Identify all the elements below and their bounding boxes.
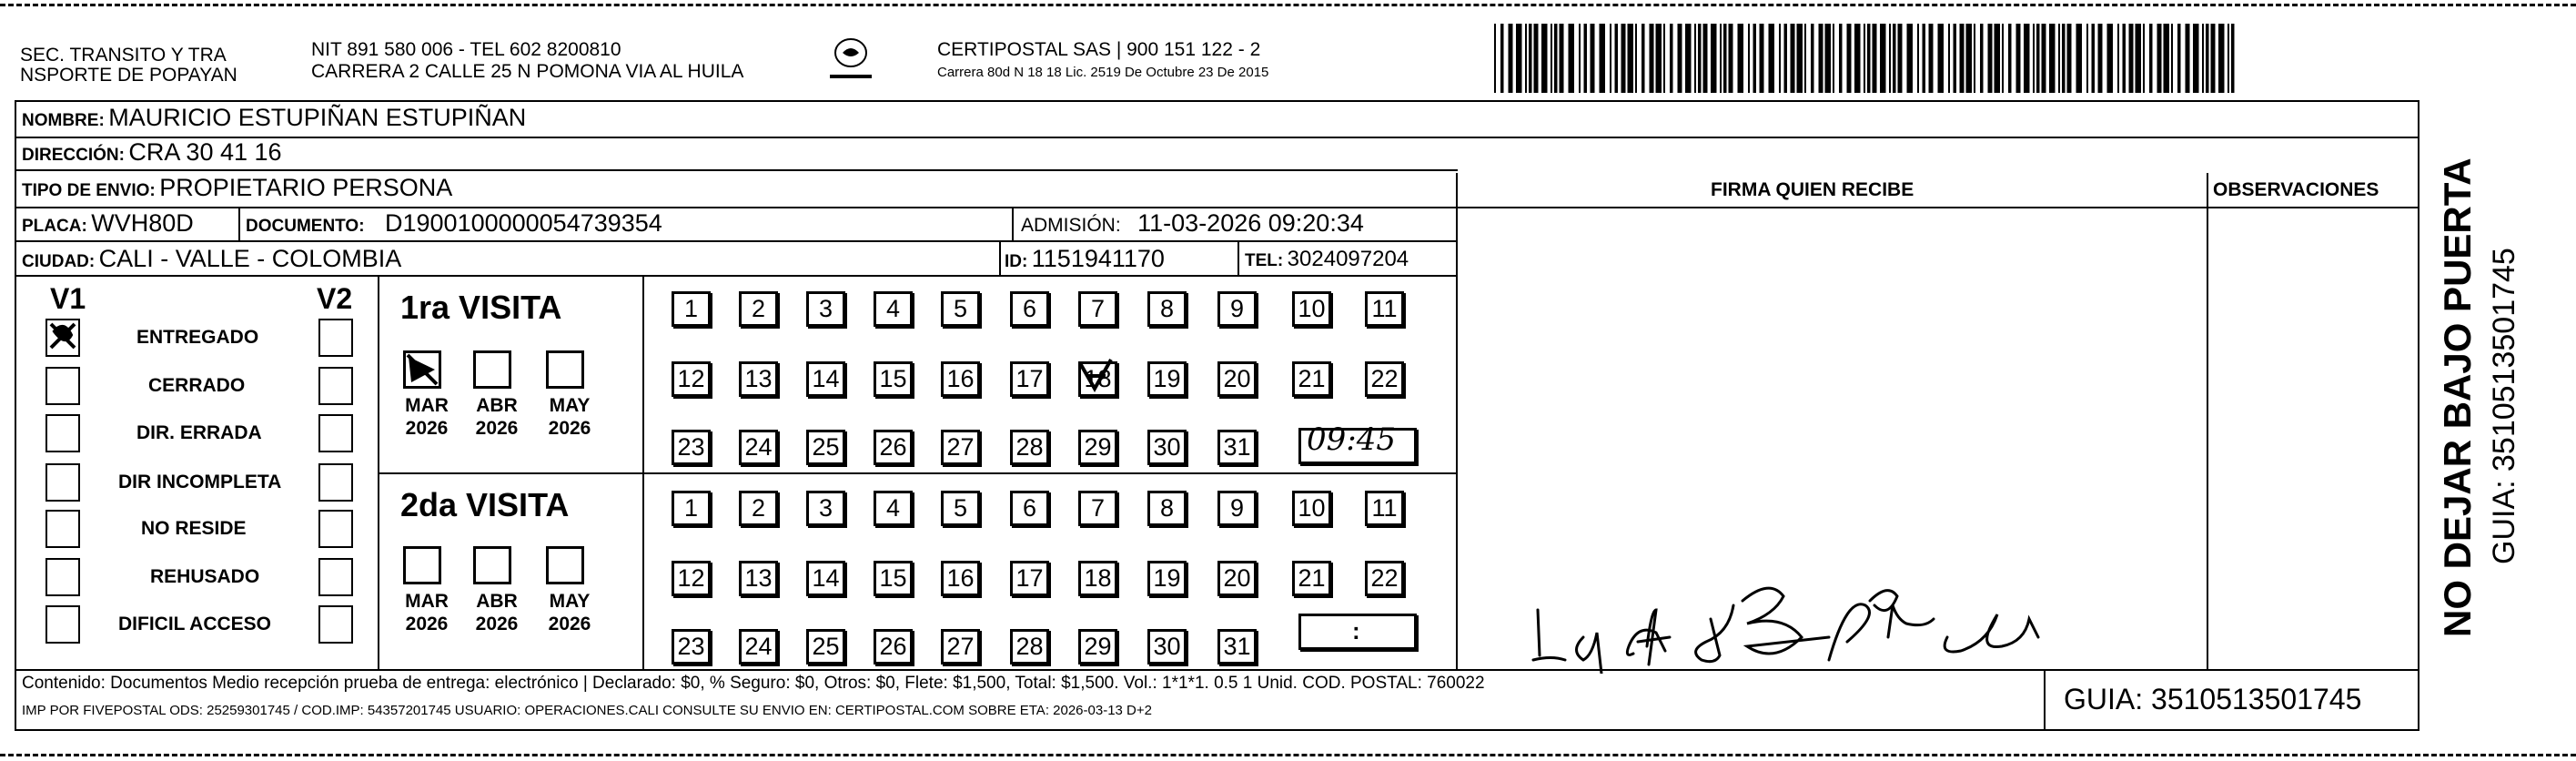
ciudad-value: CALI - VALLE - COLOMBIA — [98, 245, 402, 272]
first-visit-day-4[interactable]: 4 — [874, 291, 913, 327]
first-visit-day-15[interactable]: 15 — [874, 361, 913, 397]
sender-line-2: NSPORTE DE POPAYAN — [20, 65, 237, 86]
status-v1-checkbox[interactable] — [45, 605, 80, 644]
second-visit-day-17[interactable]: 17 — [1010, 561, 1049, 596]
barcode-bar — [1873, 24, 1877, 93]
second-visit-day-8[interactable]: 8 — [1147, 491, 1187, 526]
second-visit-day-11[interactable]: 11 — [1365, 491, 1404, 526]
barcode-bar — [1591, 24, 1595, 93]
second-visit-month-checkbox-may[interactable] — [546, 546, 584, 584]
status-v2-checkbox[interactable] — [318, 367, 353, 405]
first-visit-title: 1ra VISITA — [400, 289, 562, 326]
first-visit-day-13[interactable]: 13 — [739, 361, 778, 397]
second-visit-day-27[interactable]: 27 — [941, 629, 980, 665]
barcode-bar — [1621, 24, 1626, 93]
first-visit-day-28[interactable]: 28 — [1010, 430, 1049, 465]
first-visit-day-7[interactable]: 7 — [1078, 291, 1117, 327]
first-visit-day-6[interactable]: 6 — [1010, 291, 1049, 327]
second-visit-day-24[interactable]: 24 — [739, 629, 778, 665]
barcode-bar — [2186, 24, 2190, 93]
barcode-bar — [1988, 24, 1993, 93]
first-visit-day-2[interactable]: 2 — [739, 291, 778, 327]
status-label: CERRADO — [148, 375, 246, 396]
barcode-bar — [1748, 24, 1750, 93]
barcode-bar — [2129, 24, 2134, 93]
barcode-bar — [1720, 24, 1722, 93]
barcode-bar — [2218, 24, 2225, 93]
first-visit-day-16[interactable]: 16 — [941, 361, 980, 397]
barcode-bar — [1610, 24, 1611, 93]
time-colon: : — [1352, 617, 1360, 644]
direccion-label: DIRECCIÓN: — [22, 146, 125, 165]
barcode-bar — [1509, 24, 1513, 93]
status-v2-checkbox[interactable] — [318, 510, 353, 548]
bottom-cut-line — [0, 754, 2576, 756]
second-visit-day-15[interactable]: 15 — [874, 561, 913, 596]
observaciones-header: OBSERVACIONES — [2213, 179, 2379, 200]
barcode-bar — [1579, 24, 1581, 93]
tel-row — [1245, 249, 1409, 270]
barcode-bar — [2036, 24, 2040, 93]
second-visit-day-16[interactable]: 16 — [941, 561, 980, 596]
id-label: ID: — [1005, 252, 1028, 271]
firma-header: FIRMA QUIEN RECIBE — [1711, 179, 1914, 200]
second-visit-month-checkbox-abr[interactable] — [473, 546, 511, 584]
barcode-bar — [1889, 24, 1891, 93]
admision-label: ADMISIÓN: — [1021, 215, 1121, 236]
barcode-bar — [1628, 24, 1634, 93]
direccion-row — [22, 140, 282, 165]
nombre-row — [22, 106, 526, 130]
barcode-bar — [1867, 24, 1871, 93]
placa-row — [22, 211, 194, 236]
first-visit-day-20[interactable]: 20 — [1217, 361, 1257, 397]
barcode-bar — [1723, 24, 1727, 93]
barcode-bar — [1974, 24, 1975, 93]
barcode-bar — [2123, 24, 2126, 93]
side-warning: NO DEJAR BAJO PUERTA — [2436, 157, 2479, 637]
barcode-bar — [1966, 24, 1973, 93]
status-v1-checkbox[interactable] — [45, 319, 80, 357]
second-visit-day-23[interactable]: 23 — [672, 629, 711, 665]
first-visit-day-25[interactable]: 25 — [806, 430, 845, 465]
barcode-bar — [2086, 24, 2088, 93]
barcode-bar — [2016, 24, 2021, 93]
second-visit-day-5[interactable]: 5 — [941, 491, 980, 526]
first-visit-day-1[interactable]: 1 — [672, 291, 711, 327]
barcode-bar — [2107, 24, 2114, 93]
side-guia: GUIA: 3510513501745 — [2487, 248, 2521, 564]
first-visit-day-30[interactable]: 30 — [1147, 430, 1187, 465]
first-visit-day-10[interactable]: 10 — [1292, 291, 1331, 327]
first-visit-day-18[interactable]: 18 — [1078, 361, 1117, 397]
barcode-bar — [1980, 24, 1984, 93]
barcode-bar — [2049, 24, 2056, 93]
year-label: 2026 — [475, 614, 519, 634]
barcode-bar — [1923, 24, 1926, 93]
barcode-bar — [1960, 24, 1965, 93]
barcode-bar — [1678, 24, 1682, 93]
tel-value: 3024097204 — [1287, 247, 1409, 271]
time-handwritten: 09:45 — [1307, 421, 1396, 458]
barcode-bar — [1729, 24, 1733, 93]
status-v2-checkbox[interactable] — [318, 558, 353, 596]
barcode-bar — [2076, 24, 2083, 93]
barcode-bar — [2092, 24, 2096, 93]
status-v1-checkbox[interactable] — [45, 414, 80, 452]
barcode-bar — [1656, 24, 1662, 93]
top-cut-line — [0, 4, 2576, 6]
status-label: DIFICIL ACCESO — [118, 614, 272, 634]
barcode-bar — [1854, 24, 1861, 93]
barcode-bar — [1948, 24, 1950, 93]
status-v2-checkbox[interactable] — [318, 414, 353, 452]
placa-value: WVH80D — [91, 209, 194, 237]
second-visit-day-12[interactable]: 12 — [672, 561, 711, 596]
placa-label: PLACA: — [22, 217, 87, 236]
barcode-bar — [1833, 24, 1834, 93]
status-label: ENTREGADO — [136, 327, 259, 348]
year-label: 2026 — [475, 418, 519, 439]
barcode-bar — [2024, 24, 2030, 93]
status-v2-checkbox[interactable] — [318, 605, 353, 644]
documento-row — [246, 211, 662, 236]
first-visit-month-checkbox-mar[interactable] — [403, 350, 441, 389]
second-visit-day-29[interactable]: 29 — [1078, 629, 1117, 665]
first-visit-day-8[interactable]: 8 — [1147, 291, 1187, 327]
barcode-bar — [2202, 24, 2204, 93]
barcode-bar — [1769, 24, 1775, 93]
v2-header: V2 — [317, 282, 353, 315]
barcode-bar — [1534, 24, 1539, 93]
year-label: 2026 — [548, 418, 591, 439]
barcode-bar — [1541, 24, 1548, 93]
ciudad-label: CIUDAD: — [22, 252, 96, 271]
company-line: CERTIPOSTAL SAS | 900 151 122 - 2 — [937, 39, 1261, 60]
barcode-bar — [2157, 24, 2162, 93]
first-visit-day-17[interactable]: 17 — [1010, 361, 1049, 397]
barcode-bar — [2042, 24, 2046, 93]
barcode-bar — [1650, 24, 1654, 93]
second-visit-month-checkbox-mar[interactable] — [403, 546, 441, 584]
barcode-bar — [1494, 24, 1496, 93]
barcode-bar — [1711, 24, 1717, 93]
second-visit-day-4[interactable]: 4 — [874, 491, 913, 526]
barcode-bar — [1797, 24, 1803, 93]
nombre-label: NOMBRE: — [22, 111, 105, 130]
second-visit-day-28[interactable]: 28 — [1010, 629, 1049, 665]
license-line: Carrera 80d N 18 18 Lic. 2519 De Octubre 23 De 2015 — [937, 65, 1269, 80]
barcode-bar — [2206, 24, 2209, 93]
barcode-bar — [2002, 24, 2004, 93]
barcode-bar — [1685, 24, 1692, 93]
barcode-bar — [1893, 24, 1896, 93]
admision-value: 11-03-2026 09:20:34 — [1137, 209, 1364, 237]
barcode-bar — [2058, 24, 2060, 93]
sender-line-1: SEC. TRANSITO Y TRA — [20, 45, 227, 66]
first-visit-day-26[interactable]: 26 — [874, 430, 913, 465]
month-label: MAR — [405, 591, 449, 612]
barcode-bar — [1663, 24, 1665, 93]
first-visit-day-9[interactable]: 9 — [1217, 291, 1257, 327]
v1-header: V1 — [50, 282, 86, 315]
barcode-bar — [2067, 24, 2072, 93]
tipo-row — [22, 176, 452, 200]
second-visit-day-25[interactable]: 25 — [806, 629, 845, 665]
barcode-bar — [1880, 24, 1886, 93]
status-v1-checkbox[interactable] — [45, 510, 80, 548]
first-visit-day-23[interactable]: 23 — [672, 430, 711, 465]
barcode-bar — [2143, 24, 2145, 93]
second-visit-day-30[interactable]: 30 — [1147, 629, 1187, 665]
second-visit-day-22[interactable]: 22 — [1365, 561, 1404, 596]
barcode-bar — [2227, 24, 2229, 93]
barcode-bar — [1753, 24, 1757, 93]
barcode-bar — [1516, 24, 1522, 93]
first-visit-day-14[interactable]: 14 — [806, 361, 845, 397]
second-visit-day-10[interactable]: 10 — [1292, 491, 1331, 526]
barcode-bar — [1804, 24, 1806, 93]
tel-label: TEL: — [1245, 251, 1284, 270]
barcode-bar — [1635, 24, 1637, 93]
barcode-bar — [1819, 24, 1823, 93]
barcode-bar — [1779, 24, 1781, 93]
barcode-bar — [2177, 24, 2181, 93]
status-label: NO RESIDE — [141, 518, 247, 539]
status-v1-checkbox[interactable] — [45, 558, 80, 596]
status-v1-checkbox[interactable] — [45, 367, 80, 405]
barcode-bar — [1525, 24, 1527, 93]
second-visit-day-31[interactable]: 31 — [1217, 629, 1257, 665]
barcode-bar — [1738, 24, 1744, 93]
barcode-bar — [2136, 24, 2142, 93]
second-visit-day-19[interactable]: 19 — [1147, 561, 1187, 596]
address-line: CARRERA 2 CALLE 25 N POMONA VIA AL HUILA — [311, 61, 744, 82]
tipo-label: TIPO DE ENVIO: — [22, 181, 156, 200]
barcode-bar — [1760, 24, 1764, 93]
barcode-bar — [1600, 24, 1606, 93]
nombre-value: MAURICIO ESTUPIÑAN ESTUPIÑAN — [108, 104, 527, 131]
second-visit-day-26[interactable]: 26 — [874, 629, 913, 665]
month-label: ABR — [476, 591, 518, 612]
barcode-bar — [1938, 24, 1945, 93]
barcode-bar — [1584, 24, 1588, 93]
barcode-bar — [1500, 24, 1504, 93]
id-value: 1151941170 — [1031, 245, 1165, 272]
second-visit-day-14[interactable]: 14 — [806, 561, 845, 596]
barcode-bar — [2164, 24, 2170, 93]
first-visit-day-27[interactable]: 27 — [941, 430, 980, 465]
second-visit-day-13[interactable]: 13 — [739, 561, 778, 596]
barcode-bar — [2149, 24, 2153, 93]
status-label: DIR. ERRADA — [136, 422, 262, 443]
footer-guia: GUIA: 3510513501745 — [2064, 683, 2362, 715]
barcode-bar — [2171, 24, 2173, 93]
first-visit-day-5[interactable]: 5 — [941, 291, 980, 327]
barcode-bar — [1554, 24, 1558, 93]
first-visit-day-12[interactable]: 12 — [672, 361, 711, 397]
barcode-bar — [1995, 24, 2001, 93]
status-v2-checkbox[interactable] — [318, 319, 353, 357]
barcode-bar — [1825, 24, 1832, 93]
barcode-bar — [1703, 24, 1708, 93]
status-label: DIR INCOMPLETA — [118, 472, 282, 492]
barcode-bar — [1929, 24, 1934, 93]
barcode-bar — [2033, 24, 2035, 93]
first-visit-day-31[interactable]: 31 — [1217, 430, 1257, 465]
month-label: ABR — [476, 395, 518, 416]
first-visit-day-24[interactable]: 24 — [739, 430, 778, 465]
barcode-bar — [1569, 24, 1575, 93]
status-label: REHUSADO — [150, 566, 260, 587]
barcode-bar — [1839, 24, 1843, 93]
year-label: 2026 — [548, 614, 591, 634]
tipo-value: PROPIETARIO PERSONA — [159, 174, 453, 201]
barcode-bar — [2211, 24, 2216, 93]
barcode-bar — [1847, 24, 1852, 93]
barcode-bar — [1529, 24, 1532, 93]
barcode-bar — [1898, 24, 1903, 93]
barcode-bar — [1560, 24, 1564, 93]
barcode-bar — [2231, 24, 2235, 93]
ciudad-row — [22, 247, 401, 271]
second-visit-day-2[interactable]: 2 — [739, 491, 778, 526]
documento-label: DOCUMENTO: — [246, 217, 365, 236]
barcode-bar — [1917, 24, 1919, 93]
recipient-signature — [1529, 573, 2166, 674]
barcode-bar — [1864, 24, 1865, 93]
barcode-bar — [1670, 24, 1673, 93]
barcode-bar — [1954, 24, 1957, 93]
month-label: MAY — [549, 591, 591, 612]
second-visit-day-1[interactable]: 1 — [672, 491, 711, 526]
year-label: 2026 — [405, 418, 449, 439]
barcode-bar — [2008, 24, 2012, 93]
status-v1-checkbox[interactable] — [45, 463, 80, 502]
month-label: MAR — [405, 395, 449, 416]
barcode-bar — [1811, 24, 1814, 93]
first-visit-day-19[interactable]: 19 — [1147, 361, 1187, 397]
second-visit-day-18[interactable]: 18 — [1078, 561, 1117, 596]
first-visit-month-checkbox-may[interactable] — [546, 350, 584, 389]
second-visit-title: 2da VISITA — [400, 486, 570, 523]
first-visit-day-29[interactable]: 29 — [1078, 430, 1117, 465]
second-visit-day-20[interactable]: 20 — [1217, 561, 1257, 596]
second-visit-day-6[interactable]: 6 — [1010, 491, 1049, 526]
direccion-value: CRA 30 41 16 — [128, 138, 282, 166]
barcode-bar — [2098, 24, 2103, 93]
footer-imp: IMP POR FIVEPOSTAL ODS: 25259301745 / COD.IMP: 54357201745 USUARIO: OPERACIONES.CALI CONSULTE SU ENVIO EN: CERTIPOSTAL.COM SOBRE ETA: 2026-03-13 D+2 — [22, 703, 1152, 718]
footer-content: Contenido: Documentos Medio recepción prueba de entrega: electrónico | Declarado: $0, % Seguro: $0, Otros: $0, Flete: $1,500, Total: $1,500. Vol.: 1*1*1. 0.5 1 Unid. COD. POSTAL: 760022 — [22, 674, 1485, 693]
barcode-bar — [2117, 24, 2119, 93]
second-visit-day-7[interactable]: 7 — [1078, 491, 1117, 526]
barcode-bar — [1791, 24, 1795, 93]
status-v2-checkbox[interactable] — [318, 463, 353, 502]
first-visit-day-22[interactable]: 22 — [1365, 361, 1404, 397]
first-visit-day-3[interactable]: 3 — [806, 291, 845, 327]
second-visit-day-9[interactable]: 9 — [1217, 491, 1257, 526]
barcode-bar — [1642, 24, 1645, 93]
barcode-bar — [1698, 24, 1702, 93]
company-logo — [819, 35, 883, 86]
barcode-bar — [2193, 24, 2199, 93]
first-visit-month-checkbox-abr[interactable] — [473, 350, 511, 389]
barcode-bar — [1615, 24, 1619, 93]
year-label: 2026 — [405, 614, 449, 634]
month-label: MAY — [549, 395, 591, 416]
barcode — [1494, 24, 2240, 93]
first-visit-day-21[interactable]: 21 — [1292, 361, 1331, 397]
documento-value: D1900100000054739354 — [385, 209, 662, 237]
admision-row — [1021, 211, 1364, 236]
barcode-bar — [1907, 24, 1914, 93]
id-row — [1005, 247, 1165, 271]
barcode-bar — [1784, 24, 1788, 93]
barcode-bar — [1551, 24, 1552, 93]
barcode-bar — [1694, 24, 1696, 93]
first-visit-day-11[interactable]: 11 — [1365, 291, 1404, 327]
barcode-bar — [2062, 24, 2066, 93]
second-visit-day-3[interactable]: 3 — [806, 491, 845, 526]
second-visit-day-21[interactable]: 21 — [1292, 561, 1331, 596]
nit-line: NIT 891 580 006 - TEL 602 8200810 — [311, 39, 621, 60]
